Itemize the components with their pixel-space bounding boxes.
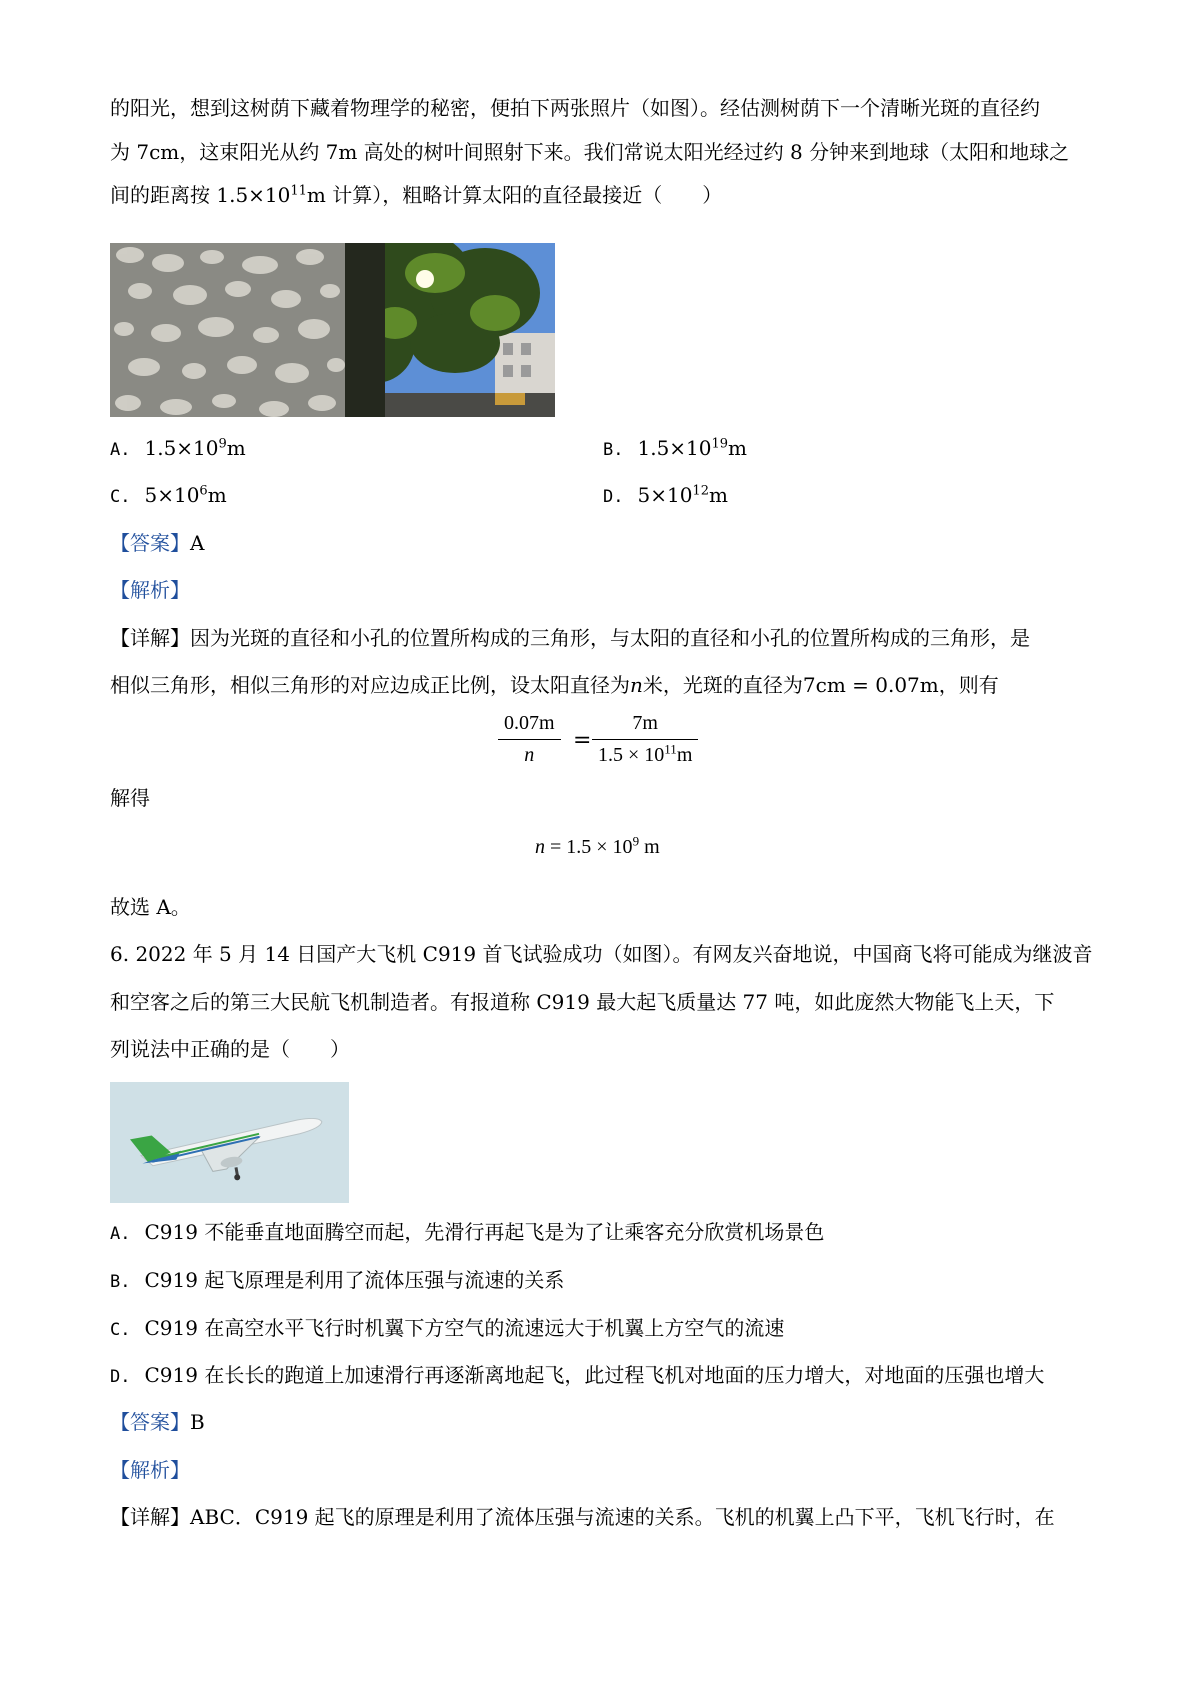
q5-option-c: C. $5\times 10^6m$ [110, 483, 227, 507]
q5-stem-line-1: 的阳光，想到这树荫下藏着物理学的秘密，便拍下两张照片（如图）。经估测树荫下一个清晰光斑的直径约 [110, 96, 1040, 120]
eq2: $n = 1.5 \times 10^9$ m [535, 833, 660, 858]
eq1-right-fraction: $\frac{7m}{1.5 \times 10^{11}m}$ [592, 712, 698, 767]
q6-option-d: D. C919 在长长的跑道上加速滑行再逐渐离地起飞，此过程飞机对地面的压力增大，对地面的压强也增大 [110, 1363, 1045, 1387]
eq1-equals: = [573, 728, 592, 753]
c919-airplane-photo [110, 1082, 349, 1203]
q5-option-b: B. $1.5\times 10^{19}m$ [603, 436, 748, 460]
q6-detail-line-1: 【详解】ABC．C919 起飞的原理是利用了流体压强与流速的关系。飞机的机翼上凸下平，飞机飞行时，在 [110, 1505, 1055, 1529]
q5-detail-line-2: 相似三角形，相似三角形的对应边成正比例，设太阳直径为n米，光斑的直径为7cm = 0.07m，则有 [110, 673, 999, 697]
q5-stem-line-2: 为 7cm，这束阳光从约 7m 高处的树叶间照射下来。我们常说太阳光经过约 8 分钟来到地球（太阳和地球之 [110, 140, 1070, 164]
detail-tag: 【详解】 [110, 626, 190, 650]
q5-analysis-tag: 【解析】 [110, 578, 190, 602]
q5-answer: 【答案】A [110, 531, 205, 555]
shade-light-spots-photo [110, 243, 345, 417]
q6-stem-line-2: 和空客之后的第三大民航飞机制造者。有报道称 C919 最大起飞质量达 77 吨，如此庞然大物能飞上天，下 [110, 990, 1055, 1014]
tree-sunlight-photo [345, 243, 555, 417]
q5-solve-label: 解得 [110, 786, 150, 810]
q6-option-c: C. C919 在高空水平飞行时机翼下方空气的流速远大于机翼上方空气的流速 [110, 1316, 785, 1340]
q6-option-a: A. C919 不能垂直地面腾空而起，先滑行再起飞是为了让乘客充分欣赏机场景色 [110, 1220, 825, 1244]
q6-stem-line-3: 列说法中正确的是（ ） [110, 1037, 350, 1061]
q5-option-a: A. $1.5\times 10^9m$ [110, 436, 246, 460]
q5-option-d: D. $5\times 10^{12}m$ [603, 483, 728, 507]
q5-detail-line-1: 【详解】因为光斑的直径和小孔的位置所构成的三角形，与太阳的直径和小孔的位置所构成的三角形，是 [110, 626, 1030, 650]
answer-tag: 【答案】 [110, 531, 190, 555]
eq1-left-fraction: $\frac{0.07m}{n}$ [498, 712, 561, 767]
detail-tag: 【详解】 [110, 1505, 190, 1529]
q6-analysis-tag: 【解析】 [110, 1458, 190, 1482]
q6-answer: 【答案】B [110, 1410, 205, 1434]
q5-conclusion: 故选 A。 [110, 895, 191, 919]
q6-option-b: B. C919 起飞原理是利用了流体压强与流速的关系 [110, 1268, 565, 1292]
answer-tag: 【答案】 [110, 1410, 190, 1434]
q6-stem-line-1: 6. 2022 年 5 月 14 日国产大飞机 C919 首飞试验成功（如图）。有网友兴奋地说，中国商飞将可能成为继波音 [110, 942, 1093, 966]
q5-stem-line-3: 间的距离按 $1.5\times 10^{11}m$ 计算），粗略计算太阳的直径最接近（ ） [110, 183, 723, 207]
